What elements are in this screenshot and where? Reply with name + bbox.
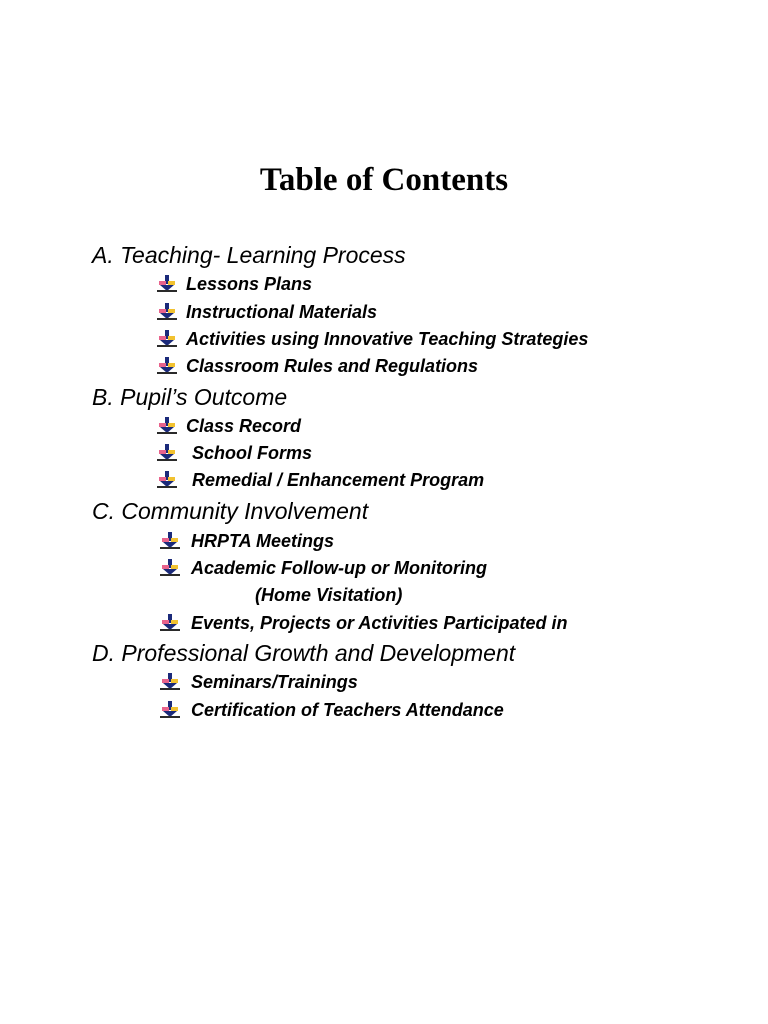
arrow-bullet-icon xyxy=(157,330,177,348)
toc-item-lessons-plans xyxy=(157,272,312,296)
arrow-bullet-icon xyxy=(157,275,177,293)
toc-item-label: Academic Follow-up or Monitoring xyxy=(191,558,487,578)
toc-item-academic-follow-up xyxy=(160,556,487,580)
toc-item-label: Certification of Teachers Attendance xyxy=(191,700,504,720)
toc-item-school-forms xyxy=(157,441,312,465)
section-heading-c: C. Community Involvement xyxy=(92,498,369,524)
toc-item-seminars xyxy=(160,670,358,694)
toc-item-remedial-program xyxy=(157,468,484,492)
toc-item-label: Remedial / Enhancement Program xyxy=(192,470,485,490)
toc-item-label: Seminars/Trainings xyxy=(191,672,358,692)
section-heading-b: B. Pupil’s Outcome xyxy=(92,384,288,410)
arrow-bullet-icon xyxy=(157,444,177,462)
toc-item-continuation: (Home Visitation) xyxy=(255,585,403,605)
section-heading-a: A. Teaching- Learning Process xyxy=(92,242,406,268)
toc-item-label: Classroom Rules and Regulations xyxy=(186,356,479,376)
toc-item-events-projects xyxy=(160,611,567,635)
toc-item-class-record xyxy=(157,414,301,438)
arrow-bullet-icon xyxy=(160,614,180,632)
page-title: Table of Contents xyxy=(259,162,509,198)
toc-item-label: Instructional Materials xyxy=(186,302,378,322)
section-heading-d: D. Professional Growth and Development xyxy=(92,640,516,666)
toc-item-hrpta-meetings xyxy=(160,529,334,553)
arrow-bullet-icon xyxy=(160,559,180,577)
arrow-bullet-icon xyxy=(157,357,177,375)
arrow-bullet-icon xyxy=(157,303,177,321)
toc-item-label: Activities using Innovative Teaching Strategies xyxy=(186,329,589,349)
arrow-bullet-icon xyxy=(157,417,177,435)
toc-item-certification xyxy=(160,698,504,722)
toc-item-label: Lessons Plans xyxy=(186,274,313,294)
toc-item-label: Class Record xyxy=(186,416,302,436)
arrow-bullet-icon xyxy=(160,532,180,550)
toc-item-instructional-materials xyxy=(157,300,377,324)
arrow-bullet-icon xyxy=(157,471,177,489)
toc-item-activities xyxy=(157,327,588,351)
toc-item-label: School Forms xyxy=(192,443,313,463)
toc-item-label: Events, Projects or Activities Participated in xyxy=(191,613,568,633)
arrow-bullet-icon xyxy=(160,673,180,691)
toc-item-label: HRPTA Meetings xyxy=(191,531,335,551)
toc-item-classroom-rules xyxy=(157,354,478,378)
arrow-bullet-icon xyxy=(160,701,180,719)
